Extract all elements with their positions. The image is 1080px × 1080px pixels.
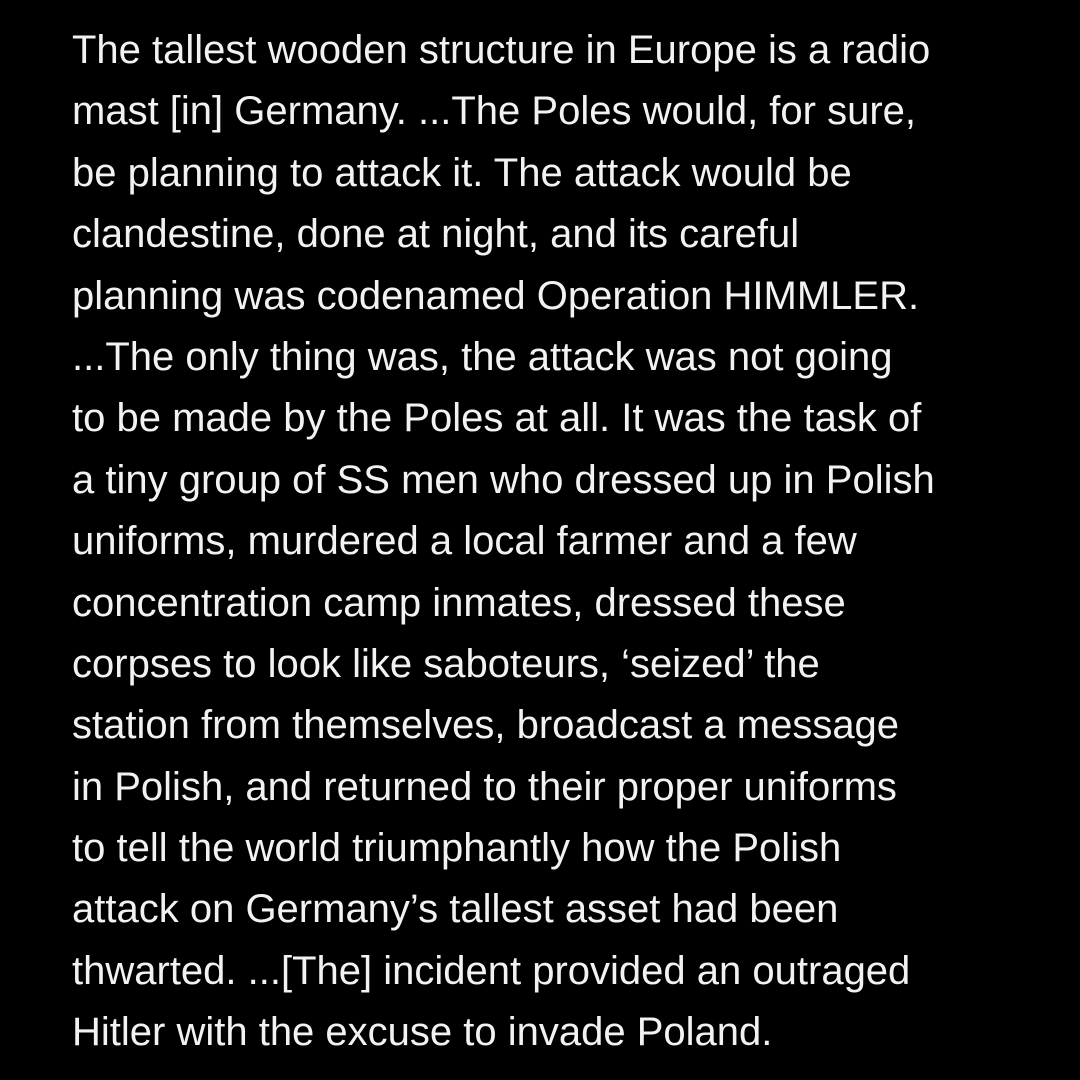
quote-line: ...The only thing was, the attack was not going (72, 334, 893, 379)
quote-line: a tiny group of SS men who dressed up in Polish (72, 457, 935, 502)
quote-line: be planning to attack it. The attack would be (72, 150, 852, 195)
quote-line: mast [in] Germany. ...The Poles would, for sure, (72, 89, 917, 134)
quote-line: in Polish, and returned to their proper uniforms (72, 764, 897, 809)
quote-line: to be made by the Poles at all. It was the task of (72, 396, 922, 441)
quote-line: planning was codenamed Operation HIMMLER. (72, 273, 920, 318)
quote-line: concentration camp inmates, dressed these (72, 580, 846, 625)
quote-line: thwarted. ...[The] incident provided an outraged (72, 948, 911, 993)
quote-line: Hitler with the excuse to invade Poland. (72, 1010, 773, 1055)
quote-line: uniforms, murdered a local farmer and a few (72, 519, 857, 564)
quote-line: clandestine, done at night, and its careful (72, 212, 800, 257)
quote-line: corpses to look like saboteurs, ‘seized’ the (72, 641, 820, 686)
quote-text-block (72, 20, 1032, 1064)
quote-line: to tell the world triumphantly how the Polish (72, 826, 842, 871)
quote-line: The tallest wooden structure in Europe is a radio (72, 28, 931, 72)
quote-line: attack on Germany’s tallest asset had been (72, 887, 839, 932)
quote-line: station from themselves, broadcast a message (72, 703, 900, 748)
